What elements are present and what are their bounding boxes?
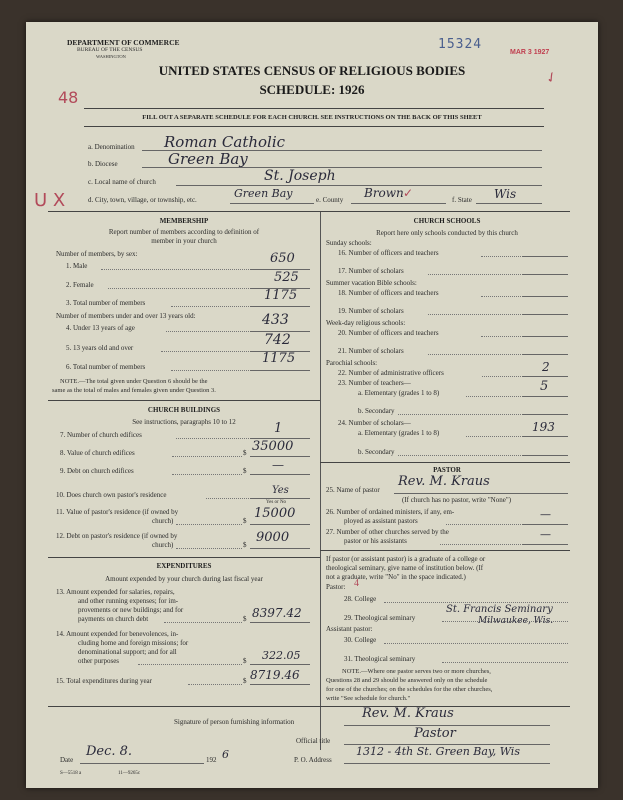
q15-line bbox=[250, 684, 310, 685]
q5-leader bbox=[161, 351, 249, 352]
schools-heading: CHURCH SCHOOLS bbox=[413, 217, 481, 225]
q1-label: 1. Male bbox=[66, 262, 88, 270]
q19-label: 19. Number of scholars bbox=[338, 307, 404, 315]
census-schedule-sheet bbox=[26, 22, 598, 788]
membership-bottom-rule bbox=[48, 400, 320, 401]
q25-value: Rev. M. Kraus bbox=[398, 474, 490, 489]
q14-line bbox=[250, 664, 310, 665]
instructions-rule bbox=[84, 126, 544, 127]
q9-label: 9. Debt on church edifices bbox=[60, 467, 134, 475]
q10-label: 10. Does church own pastor's residence bbox=[56, 491, 167, 499]
q8-leader bbox=[172, 456, 242, 457]
q13-line bbox=[250, 622, 310, 623]
q2-leader bbox=[108, 288, 249, 289]
q10-leader bbox=[206, 498, 249, 499]
grad-instructions-3: not a graduate, write "No" in the space indicated.) bbox=[326, 573, 466, 581]
print-number: 11—9265c bbox=[118, 771, 141, 776]
q5-value: 742 bbox=[264, 332, 291, 348]
q3-label: 3. Total number of members bbox=[66, 299, 146, 307]
state-value: Wis bbox=[494, 187, 517, 201]
date-label: Date bbox=[60, 756, 74, 764]
q11-leader bbox=[176, 524, 242, 525]
q25-note: (If church has no pastor, write "None") bbox=[402, 496, 512, 504]
denomination-label: a. Denomination bbox=[88, 143, 135, 151]
city-town-label: d. City, town, village, or township, etc. bbox=[88, 196, 197, 204]
pencil-check-mark: ✓ bbox=[542, 68, 561, 88]
q13-dollar: $ bbox=[243, 615, 247, 623]
county-line bbox=[351, 203, 446, 204]
q23a-line bbox=[522, 396, 568, 397]
q6-line bbox=[250, 370, 310, 371]
q22-label: 22. Number of administrative officers bbox=[338, 369, 444, 377]
q23b-leader bbox=[398, 414, 521, 415]
q9-line bbox=[250, 474, 310, 475]
form-number: S—5518 a bbox=[60, 771, 82, 776]
q23b-line bbox=[522, 414, 568, 415]
q15-dollar: $ bbox=[243, 677, 247, 685]
signature-label: Signature of person furnishing information bbox=[174, 718, 295, 726]
q30-line bbox=[384, 643, 568, 644]
local-name-label: c. Local name of church bbox=[88, 178, 156, 186]
grad-instructions-2: theological seminary, give name of institution below. (If bbox=[326, 564, 484, 572]
q15-value: 8719.46 bbox=[250, 668, 300, 682]
q28-label: 28. College bbox=[344, 595, 377, 603]
pastor-note-2: Questions 28 and 29 should be answered only on the schedule bbox=[326, 677, 488, 684]
q3-line bbox=[250, 306, 310, 307]
q8-line bbox=[250, 456, 310, 457]
q13-label-b: and other running expenses; for im- bbox=[78, 597, 179, 605]
buildings-bottom-rule bbox=[48, 557, 320, 558]
q24b-line bbox=[522, 455, 568, 456]
stamp-number: 15324 bbox=[438, 37, 483, 52]
q12-label-a: 12. Debt on pastor's residence (if owned by bbox=[56, 532, 178, 540]
local-name-line bbox=[176, 185, 542, 186]
q3-leader bbox=[171, 306, 249, 307]
department-label: DEPARTMENT OF COMMERCE bbox=[67, 38, 180, 47]
po-address-value: 1312 - 4th St. Green Bay, Wis bbox=[356, 745, 520, 758]
q23a-leader bbox=[466, 396, 521, 397]
q26-label-a: 26. Number of ordained ministers, if any, em- bbox=[326, 508, 455, 516]
q29-value: St. Francis Seminary bbox=[446, 604, 553, 615]
assistant-pastor-label: Assistant pastor: bbox=[326, 625, 373, 633]
signature-value: Rev. M. Kraus bbox=[362, 706, 454, 721]
q13-value: 8397.42 bbox=[252, 606, 302, 620]
official-title-value: Pastor bbox=[414, 726, 456, 741]
membership-note-1: NOTE.—The total given under Question 6 should be the bbox=[60, 378, 208, 385]
q14-label-a: 14. Amount expended for benevolences, in- bbox=[56, 630, 179, 638]
q12-dollar: $ bbox=[243, 541, 247, 549]
q30-label: 30. College bbox=[344, 636, 377, 644]
q14-label-b: cluding home and foreign missions; for bbox=[78, 639, 189, 647]
buildings-heading: CHURCH BUILDINGS bbox=[147, 406, 221, 414]
bureau-label: BUREAU OF THE CENSUS bbox=[77, 47, 143, 53]
q23a-value: 5 bbox=[540, 379, 549, 394]
q26-line bbox=[522, 524, 568, 525]
q29-value-city: Milwaukee, Wis. bbox=[478, 616, 554, 626]
column-divider bbox=[320, 212, 321, 750]
county-value: Brown bbox=[364, 186, 404, 200]
year-prefix: 192 bbox=[206, 756, 217, 764]
q14-value: 322.05 bbox=[262, 649, 301, 662]
q25-line bbox=[394, 493, 568, 494]
county-label: e. County bbox=[316, 196, 344, 204]
schools-intro: Report here only schools conducted by this church bbox=[376, 229, 518, 237]
q24b-leader bbox=[398, 455, 521, 456]
q24a-leader bbox=[466, 436, 521, 437]
q23b-label: b. Secondary bbox=[358, 407, 395, 415]
q12-leader bbox=[176, 548, 242, 549]
q24a-line bbox=[522, 436, 568, 437]
q22-leader bbox=[482, 376, 521, 377]
q14-label-c: denominational support; and for all bbox=[78, 648, 177, 656]
city-line bbox=[230, 203, 314, 204]
q12-label-b: church) bbox=[152, 541, 174, 549]
q1-value: 650 bbox=[270, 251, 295, 266]
q18-leader bbox=[481, 296, 521, 297]
q7-value: 1 bbox=[274, 421, 283, 436]
summer-schools-label: Summer vacation Bible schools: bbox=[326, 279, 417, 287]
q7-label: 7. Number of church edifices bbox=[60, 431, 142, 439]
q24-label: 24. Number of scholars— bbox=[338, 419, 411, 427]
q16-label: 16. Number of officers and teachers bbox=[338, 249, 439, 257]
q10-line bbox=[250, 498, 310, 499]
header-rule bbox=[84, 108, 544, 109]
q23-label: 23. Number of teachers— bbox=[338, 379, 411, 387]
q20-leader bbox=[481, 336, 521, 337]
form-subtitle: SCHEDULE: 1926 bbox=[259, 82, 365, 97]
q22-value: 2 bbox=[542, 360, 550, 374]
q16-leader bbox=[481, 256, 521, 257]
q4-value: 433 bbox=[262, 312, 289, 328]
q19-line bbox=[522, 314, 568, 315]
q8-label: 8. Value of church edifices bbox=[60, 449, 135, 457]
q4-leader bbox=[166, 331, 249, 332]
pastor-heading: PASTOR bbox=[433, 466, 461, 474]
pastor-note-1: NOTE.—Where one pastor serves two or more churches, bbox=[342, 668, 491, 675]
q15-label: 15. Total expenditures during year bbox=[56, 677, 152, 685]
q29-label: 29. Theological seminary bbox=[344, 614, 416, 622]
membership-intro-2: member in your church bbox=[151, 237, 217, 245]
official-title-label: Official title bbox=[296, 737, 331, 745]
date-line bbox=[80, 763, 204, 764]
q2-value: 525 bbox=[274, 270, 299, 285]
q22-line bbox=[522, 376, 568, 377]
q24b-label: b. Secondary bbox=[358, 448, 395, 456]
q1-leader bbox=[101, 269, 249, 270]
q21-leader bbox=[428, 354, 521, 355]
q11-line bbox=[250, 524, 310, 525]
q8-dollar: $ bbox=[243, 449, 247, 457]
q11-value: 15000 bbox=[254, 506, 296, 521]
diocese-value: Green Bay bbox=[168, 150, 248, 168]
pencil-number: 48 bbox=[58, 88, 79, 107]
q26-value: — bbox=[540, 508, 551, 521]
q23a-label: a. Elementary (grades 1 to 8) bbox=[358, 389, 440, 397]
q13-leader bbox=[164, 622, 242, 623]
q7-leader bbox=[176, 438, 249, 439]
q18-label: 18. Number of officers and teachers bbox=[338, 289, 439, 297]
expenditures-heading: EXPENDITURES bbox=[156, 562, 212, 570]
state-label: f. State bbox=[452, 196, 472, 204]
q21-line bbox=[522, 354, 568, 355]
q14-dollar: $ bbox=[243, 657, 247, 665]
received-date-stamp: MAR 3 1927 bbox=[510, 49, 550, 56]
q14-leader bbox=[138, 664, 242, 665]
state-line bbox=[476, 203, 542, 204]
pastor-note-4: write "See schedule for church." bbox=[326, 695, 411, 702]
margin-pencil-mark: U X bbox=[34, 190, 66, 211]
q27-leader bbox=[440, 544, 521, 545]
q11-label-b: church) bbox=[152, 517, 174, 525]
q28-line bbox=[384, 602, 568, 603]
po-address-label: P. O. Address bbox=[294, 756, 332, 764]
sunday-schools-label: Sunday schools: bbox=[326, 239, 372, 247]
schools-bottom-rule bbox=[320, 462, 570, 463]
under-over-label: Number of members under and over 13 years old: bbox=[56, 312, 196, 320]
q31-label: 31. Theological seminary bbox=[344, 655, 416, 663]
membership-heading: MEMBERSHIP bbox=[159, 217, 209, 225]
pastor-sub-label: Pastor: bbox=[326, 583, 346, 591]
q20-line bbox=[522, 336, 568, 337]
q4-label: 4. Under 13 years of age bbox=[66, 324, 135, 332]
q12-line bbox=[250, 548, 310, 549]
county-pencil-check: ✓ bbox=[403, 186, 414, 200]
q21-label: 21. Number of scholars bbox=[338, 347, 404, 355]
q9-dollar: $ bbox=[243, 467, 247, 475]
by-sex-label: Number of members, by sex: bbox=[56, 250, 138, 258]
q13-label-d: payments on church debt bbox=[78, 615, 149, 623]
q11-dollar: $ bbox=[243, 517, 247, 525]
pastor-q-rule bbox=[320, 550, 570, 551]
q19-leader bbox=[428, 314, 521, 315]
instructions-line: FILL OUT A SEPARATE SCHEDULE FOR EACH CHURCH. SEE INSTRUCTIONS ON THE BACK OF THIS SHEET bbox=[142, 114, 482, 121]
membership-intro-1: Report number of members according to definition of bbox=[108, 228, 260, 236]
q15-leader bbox=[188, 684, 242, 685]
q10-value: Yes bbox=[272, 485, 289, 496]
q9-leader bbox=[172, 474, 242, 475]
year-value: 6 bbox=[222, 748, 229, 761]
expenditures-sub: Amount expended by your church during last fiscal year bbox=[105, 575, 263, 583]
q14-label-d: other purposes bbox=[78, 657, 120, 665]
section-bottom-rule bbox=[48, 706, 570, 707]
q6-label: 6. Total number of members bbox=[66, 363, 146, 371]
q13-label-a: 13. Amount expended for salaries, repairs, bbox=[56, 588, 175, 596]
city-value: Green Bay bbox=[234, 187, 293, 200]
q24a-label: a. Elementary (grades 1 to 8) bbox=[358, 429, 440, 437]
weekday-schools-label: Week-day religious schools: bbox=[326, 319, 406, 327]
q24a-value: 193 bbox=[532, 420, 555, 434]
q26-leader bbox=[446, 524, 521, 525]
q8-value: 35000 bbox=[252, 439, 294, 454]
parochial-schools-label: Parochial schools: bbox=[326, 359, 378, 367]
q11-label-a: 11. Value of pastor's residence (if owned by bbox=[56, 508, 179, 516]
q6-leader bbox=[171, 370, 249, 371]
date-value: Dec. 8. bbox=[86, 744, 133, 759]
q6-value: 1175 bbox=[262, 351, 296, 366]
pastor-note-3: for one of the churches; on the schedules for the other churches, bbox=[326, 686, 493, 693]
buildings-sub: See instructions, paragraphs 10 to 12 bbox=[132, 418, 236, 426]
q27-label-a: 27. Number of other churches served by the bbox=[326, 528, 449, 536]
denomination-value: Roman Catholic bbox=[164, 133, 286, 151]
q27-line bbox=[522, 544, 568, 545]
q31-line bbox=[442, 662, 568, 663]
form-title: UNITED STATES CENSUS OF RELIGIOUS BODIES bbox=[158, 63, 466, 78]
membership-note-2: same as the total of males and females given under Question 3. bbox=[52, 387, 216, 394]
q26-label-b: ployed as assistant pastors bbox=[344, 517, 418, 525]
q27-value: — bbox=[540, 528, 551, 541]
q13-label-c: provements or new buildings; and for bbox=[78, 606, 184, 614]
q12-value: 9000 bbox=[256, 530, 290, 545]
local-name-value: St. Joseph bbox=[264, 168, 336, 184]
diocese-label: b. Diocese bbox=[88, 160, 118, 168]
section-top-rule bbox=[48, 211, 570, 212]
q20-label: 20. Number of officers and teachers bbox=[338, 329, 439, 337]
q18-line bbox=[522, 296, 568, 297]
pastor-pencil-mark: 4 bbox=[354, 578, 359, 589]
q17-label: 17. Number of scholars bbox=[338, 267, 404, 275]
q2-label: 2. Female bbox=[66, 281, 94, 289]
q5-label: 5. 13 years old and over bbox=[66, 344, 134, 352]
po-address-line bbox=[344, 763, 550, 764]
q3-value: 1175 bbox=[264, 288, 298, 303]
city-label: WASHINGTON bbox=[96, 54, 126, 59]
q25-label: 25. Name of pastor bbox=[326, 486, 380, 494]
yes-no-caption: Yes or No bbox=[266, 500, 287, 505]
q17-line bbox=[522, 274, 568, 275]
q16-line bbox=[522, 256, 568, 257]
grad-instructions-1: If pastor (or assistant pastor) is a graduate of a college or bbox=[326, 555, 486, 563]
q17-leader bbox=[428, 274, 521, 275]
q9-value: — bbox=[272, 458, 284, 472]
q27-label-b: pastor or his assistants bbox=[344, 537, 407, 545]
